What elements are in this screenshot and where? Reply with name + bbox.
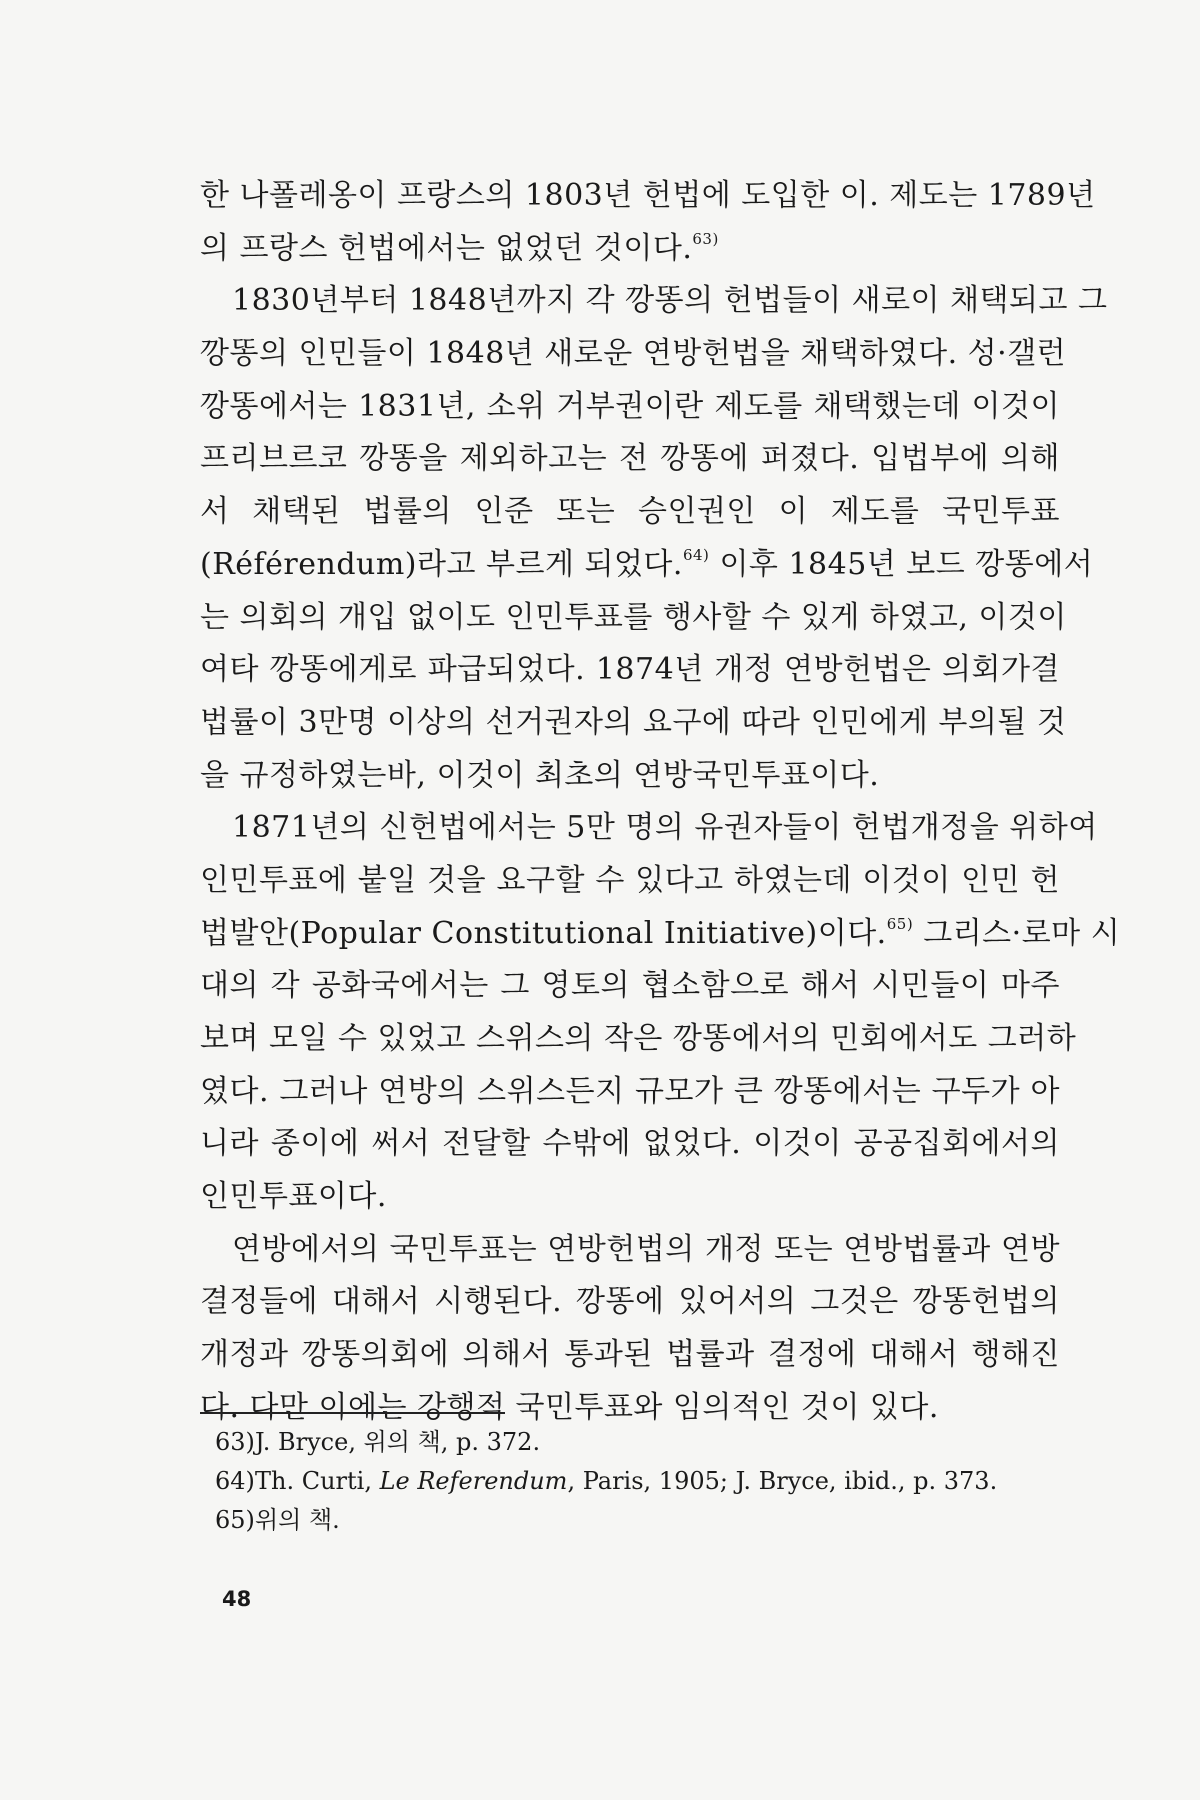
line-text: 서 채택된 법률의 인준 또는 승인권인 이 제도를 국민투표 <box>200 494 1060 530</box>
footnote-number: 63) <box>215 1428 255 1456</box>
line-text: 의 프랑스 헌법에서는 없었던 것이다. <box>200 230 693 266</box>
body-text <box>200 170 1121 1435</box>
footnote-text: J. Bryce, 위의 책, p. 372. <box>255 1428 541 1456</box>
footnote-text: 위의 책. <box>255 1506 340 1534</box>
line-text: 보며 모일 수 있었고 스위스의 작은 깡똥에서의 민회에서도 그러하 <box>200 1021 1077 1056</box>
line-text: 1871년의 신헌법에서는 5만 명의 유권자들이 헌법개정을 위하여 <box>232 810 1098 846</box>
text-line <box>200 1066 1060 1119</box>
line-text: 인민투표에 붙일 것을 요구할 수 있다고 하였는데 이것이 인민 헌 <box>200 862 1060 898</box>
footnote-item <box>215 1462 1060 1501</box>
text-line <box>200 1329 1060 1382</box>
line-text: 니라 종이에 써서 전달할 수밖에 없었다. 이것이 공공집회에서의 <box>200 1126 1060 1162</box>
text-line <box>200 433 1060 486</box>
line-text: 을 규정하였는바, 이것이 최초의 연방국민투표이다. <box>200 757 880 793</box>
footnote-item <box>215 1501 1060 1540</box>
footnote-text: Th. Curti, <box>255 1467 380 1495</box>
text-line <box>200 223 1060 276</box>
text-line <box>200 539 1094 592</box>
line-text: 법발안(Popular Constitutional Initiative)이다. <box>200 915 887 951</box>
text-line <box>200 1118 1060 1171</box>
line-text: 깡똥의 인민들이 1848년 새로운 연방헌법을 채택하였다. 성·갤런 <box>200 336 1067 372</box>
text-line <box>200 644 1060 697</box>
text-line <box>200 855 1060 908</box>
text-line <box>200 1013 1077 1066</box>
line-text: 대의 각 공화국에서는 그 영토의 협소함으로 해서 시민들이 마주 <box>200 968 1060 1004</box>
footnote-reference: 65) <box>886 914 914 933</box>
footnote-separator <box>200 1412 505 1414</box>
line-text: 인민투표이다. <box>200 1179 387 1215</box>
line-text: 깡똥에서는 1831년, 소위 거부권이란 제도를 채택했는데 이것이 <box>200 388 1060 424</box>
text-line <box>200 328 1067 381</box>
footnote-item <box>215 1423 1060 1462</box>
page-number: 48 <box>222 1587 252 1611</box>
text-line <box>200 697 1067 750</box>
line-text-continued: 그리스·로마 시 <box>913 915 1121 951</box>
line-text: 였다. 그러나 연방의 스위스든지 규모가 큰 깡똥에서는 구두가 아 <box>200 1073 1060 1109</box>
footnote-number: 64) <box>215 1467 255 1495</box>
footnote-reference: 63) <box>692 229 719 248</box>
text-line <box>200 1276 1060 1329</box>
text-line <box>200 486 1060 539</box>
text-line <box>200 592 1067 645</box>
text-line <box>200 275 1108 328</box>
line-text: 프리브르코 깡똥을 제외하고는 전 깡똥에 퍼졌다. 입법부에 의해 <box>200 441 1060 477</box>
line-text: 연방에서의 국민투표는 연방헌법의 개정 또는 연방법률과 연방 <box>232 1231 1060 1267</box>
footnote-title-italic: Le Referendum <box>379 1467 568 1495</box>
text-line <box>200 170 1096 223</box>
line-text: (Référendum)라고 부르게 되었다. <box>200 546 683 582</box>
line-text: 다. 다만 이에는 강행적 국민투표와 임의적인 것이 있다. <box>200 1389 939 1425</box>
line-text: 는 의회의 개입 없이도 인민투표를 행사할 수 있게 하였고, 이것이 <box>200 599 1067 635</box>
footnotes <box>215 1423 1060 1540</box>
text-line <box>200 381 1060 434</box>
footnote-number: 65) <box>215 1506 255 1534</box>
text-line <box>200 750 1060 803</box>
line-text-continued: 이후 1845년 보드 깡똥에서 <box>709 546 1094 582</box>
text-line <box>200 908 1121 961</box>
line-text: 결정들에 대해서 시행된다. 깡똥에 있어서의 그것은 깡똥헌법의 <box>200 1284 1060 1320</box>
footnote-reference: 64) <box>682 545 710 564</box>
line-text: 여타 깡똥에게로 파급되었다. 1874년 개정 연방헌법은 의회가결 <box>200 652 1060 688</box>
text-line <box>200 802 1098 855</box>
line-text: 개정과 깡똥의회에 의해서 통과된 법률과 결정에 대해서 행해진 <box>200 1337 1060 1373</box>
line-text: 한 나폴레옹이 프랑스의 1803년 헌법에 도입한 이. 제도는 1789년 <box>200 178 1096 213</box>
text-line <box>200 1171 1060 1224</box>
line-text: 1830년부터 1848년까지 각 깡똥의 헌법들이 새로이 채택되고 그 <box>232 283 1108 319</box>
line-text: 법률이 3만명 이상의 선거권자의 요구에 따라 인민에게 부의될 것 <box>200 704 1067 740</box>
text-line <box>200 960 1060 1013</box>
footnote-text-continued: , Paris, 1905; J. Bryce, ibid., p. 373. <box>567 1467 998 1495</box>
text-line <box>200 1224 1060 1277</box>
